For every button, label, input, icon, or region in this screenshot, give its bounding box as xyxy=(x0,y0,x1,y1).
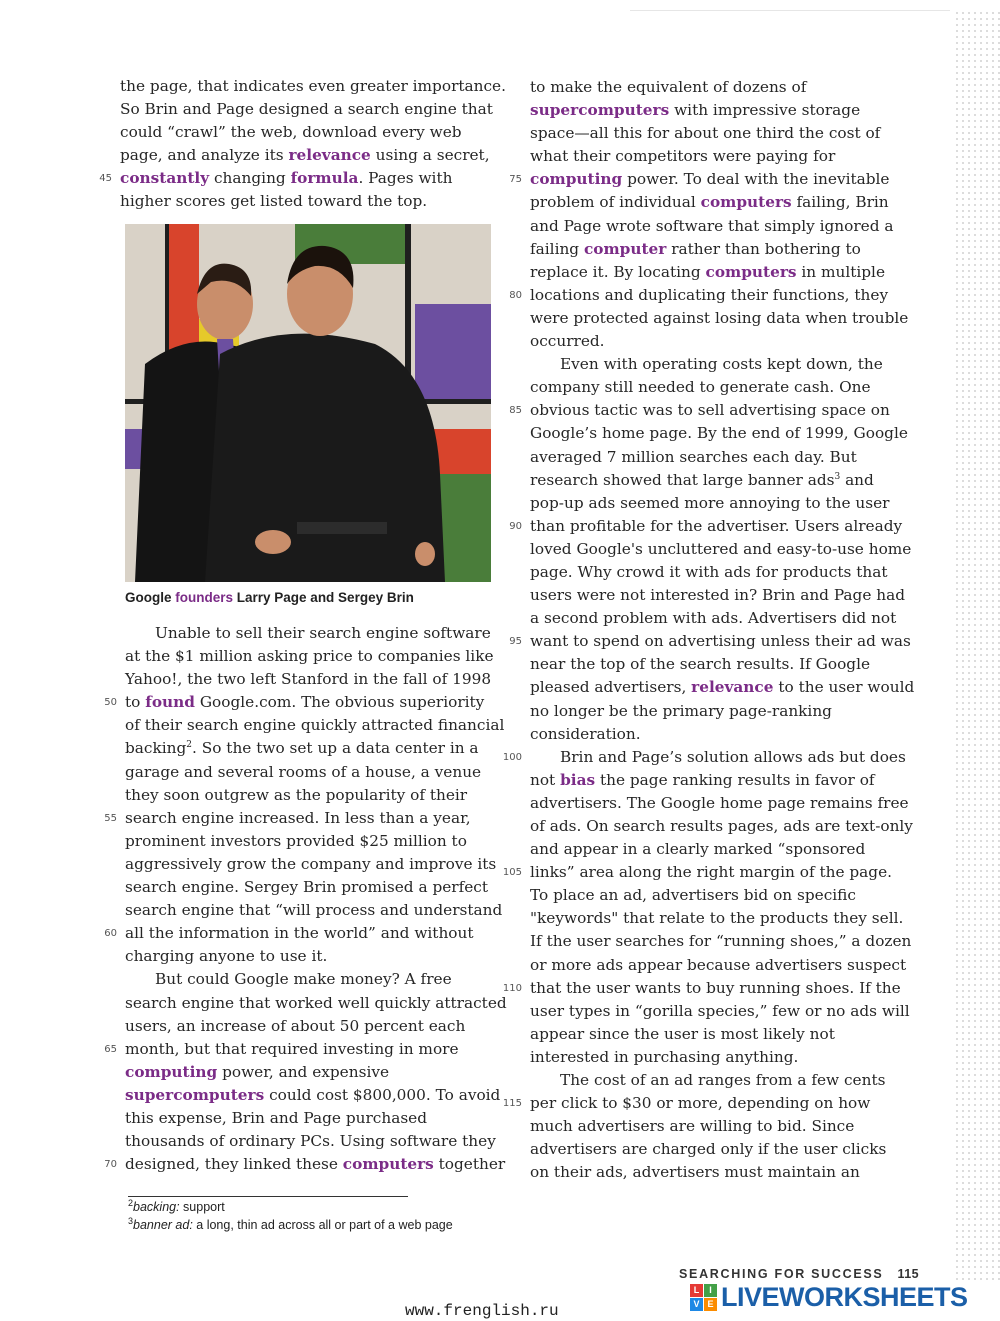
text-segment: locations and duplicating their functions, they xyxy=(530,285,889,304)
text-line xyxy=(125,622,505,645)
text-segment: charging anyone to use it. xyxy=(125,947,328,966)
line-number: 100 xyxy=(502,751,522,763)
text-segment: than profitable for the advertiser. Users already xyxy=(530,516,903,535)
photo-caption: Google founders Larry Page and Sergey Brin xyxy=(125,590,414,605)
text-line xyxy=(120,75,506,98)
text-segment: of ads. On search results pages, ads are text-only xyxy=(530,817,913,835)
text-line xyxy=(530,884,920,907)
liveworksheets-wordmark: LIVEWORKSHEETS xyxy=(721,1282,968,1312)
line-number: 105 xyxy=(502,867,522,879)
text-segment: prominent investors provided $25 million to xyxy=(125,831,467,850)
vocabulary-keyword[interactable]: computing xyxy=(530,170,623,189)
text-line xyxy=(530,1023,920,1046)
line-number: 115 xyxy=(502,1098,522,1110)
line-number: 90 xyxy=(509,520,522,532)
text-segment: not xyxy=(530,770,561,789)
liveworksheets-logo[interactable] xyxy=(690,1282,968,1313)
text-line xyxy=(125,784,505,807)
text-segment: no longer be the primary page-ranking xyxy=(530,701,832,720)
text-segment: using a secret, xyxy=(370,146,490,165)
text-line xyxy=(530,238,920,261)
text-segment: and appear in a clearly marked “sponsored xyxy=(530,840,866,859)
text-segment: much advertisers are willing to bid. Since xyxy=(530,1117,855,1136)
footnote-definition: a long, thin ad across all or part of a web page xyxy=(192,1218,453,1232)
text-line xyxy=(509,515,920,538)
text-segment: page. Why crowd it with ads for products that xyxy=(530,562,888,581)
text-segment: to make the equivalent of dozens of xyxy=(530,78,807,96)
text-segment: replace it. By locating xyxy=(530,262,706,281)
text-line xyxy=(530,1069,920,1092)
line-number: 60 xyxy=(104,928,117,940)
text-segment: page, and analyze its xyxy=(120,146,289,165)
text-line xyxy=(502,861,920,884)
text-segment: garage and several rooms of a house, a venue xyxy=(125,762,482,781)
text-segment: links” area along the right margin of the page. xyxy=(530,863,893,882)
vocabulary-keyword[interactable]: supercomputers xyxy=(125,1085,265,1104)
text-segment: problem of individual xyxy=(530,193,701,212)
running-head-title: SEARCHING FOR SUCCESS xyxy=(679,1267,884,1281)
top-edge-line xyxy=(630,10,950,11)
line-number: 95 xyxy=(509,636,522,648)
text-segment: users, an increase of about 50 percent each xyxy=(125,1016,466,1035)
text-line xyxy=(502,1092,920,1115)
footnote xyxy=(128,1198,453,1216)
text-line xyxy=(530,446,920,469)
text-line xyxy=(530,561,920,584)
text-line xyxy=(104,1153,506,1176)
text-line xyxy=(125,1107,505,1130)
right-column xyxy=(502,76,920,1185)
vocabulary-keyword[interactable]: found xyxy=(145,693,195,712)
vocabulary-keyword[interactable]: constantly xyxy=(120,169,210,188)
line-number: 50 xyxy=(104,697,117,709)
text-segment: with impressive storage xyxy=(669,101,861,120)
footnote-marker: 2 xyxy=(186,740,193,751)
text-line xyxy=(125,968,505,991)
text-segment: Unable to sell their search engine software xyxy=(155,624,491,642)
text-segment: Google.com. The obvious superiority xyxy=(194,693,485,712)
logo-letter-e: E xyxy=(704,1298,717,1311)
text-segment: . So the two set up a data center in a xyxy=(192,739,479,758)
text-segment: Yahoo!, the two left Stanford in the fall of 1998 xyxy=(125,670,492,689)
line-number: 75 xyxy=(509,174,522,186)
text-segment: Even with operating costs kept down, the xyxy=(560,355,883,374)
text-line xyxy=(530,99,920,122)
text-line xyxy=(120,144,500,167)
text-segment: loved Google's uncluttered and easy-to-use home xyxy=(530,539,912,558)
text-line xyxy=(125,1061,505,1084)
text-line xyxy=(530,607,920,630)
vocabulary-keyword[interactable]: formula xyxy=(290,169,359,188)
vocabulary-keyword[interactable]: computing xyxy=(125,1062,218,1081)
text-line xyxy=(530,907,920,930)
text-line xyxy=(104,807,505,830)
text-segment: together xyxy=(433,1155,506,1174)
line-number: 65 xyxy=(104,1043,117,1055)
text-segment: or more ads appear because advertisers suspect xyxy=(530,955,907,974)
text-segment: averaged 7 million searches each day. But xyxy=(530,447,857,466)
text-segment: obvious tactic was to sell advertising space on xyxy=(530,401,890,420)
founders-photo xyxy=(125,224,491,582)
footnote-term: banner ad: xyxy=(133,1218,193,1232)
text-segment: the page ranking results in favor of xyxy=(595,770,875,789)
text-line xyxy=(125,830,505,853)
text-segment: this expense, Brin and Page purchased xyxy=(125,1108,428,1127)
text-segment: rather than bothering to xyxy=(666,239,861,258)
founders-photo-image xyxy=(125,224,491,582)
text-segment: and Page wrote software that simply ignored a xyxy=(530,216,894,235)
text-segment: a second problem with ads. Advertisers did not xyxy=(530,609,897,628)
line-number: 110 xyxy=(502,982,522,994)
page-edge-pattern xyxy=(954,10,1000,1280)
text-line xyxy=(530,191,920,214)
text-segment: To place an ad, advertisers bid on specific xyxy=(530,886,856,905)
text-segment: consideration. xyxy=(530,724,641,743)
text-line xyxy=(104,922,505,945)
text-segment: near the top of the search results. If Google xyxy=(530,655,871,674)
text-line xyxy=(104,691,505,714)
text-line xyxy=(530,538,920,561)
text-line xyxy=(509,168,920,191)
footnote-number: 2 xyxy=(128,1197,134,1208)
text-line xyxy=(509,630,920,653)
text-segment: search engine that “will process and understand xyxy=(125,901,503,920)
logo-letter-i: I xyxy=(704,1284,717,1297)
text-line xyxy=(530,815,920,838)
text-line xyxy=(530,1000,920,1023)
logo-letter-l: L xyxy=(690,1284,703,1297)
caption-keyword[interactable]: founders xyxy=(175,590,234,605)
text-line xyxy=(502,746,920,769)
text-line xyxy=(530,1046,920,1069)
text-segment: occurred. xyxy=(530,332,605,351)
text-segment: failing, Brin xyxy=(791,193,889,212)
text-line xyxy=(125,1015,505,1038)
text-segment: The cost of an ad ranges from a few cents xyxy=(560,1071,886,1090)
text-line xyxy=(530,1161,920,1184)
vocabulary-keyword[interactable]: relevance xyxy=(288,146,371,165)
text-segment: at the $1 million asking price to companies like xyxy=(125,647,494,666)
vocabulary-keyword[interactable]: computers xyxy=(700,193,792,212)
text-segment: to xyxy=(125,693,146,712)
text-segment: to the user would xyxy=(773,678,915,697)
text-line xyxy=(125,737,505,760)
text-segment: Brin and Page’s solution allows ads but does xyxy=(560,747,906,766)
text-segment: search engine. Sergey Brin promised a perfect xyxy=(125,878,489,897)
left-column-bottom xyxy=(104,622,507,1176)
vocabulary-keyword[interactable]: computers xyxy=(705,262,797,281)
text-segment: all the information in the world” and without xyxy=(125,924,474,943)
text-line xyxy=(125,876,505,899)
text-line xyxy=(99,167,500,190)
text-line xyxy=(502,977,920,1000)
text-line xyxy=(125,761,505,784)
liveworksheets-logo-icon xyxy=(690,1284,717,1311)
text-line xyxy=(530,261,920,284)
text-line xyxy=(530,330,920,353)
text-line xyxy=(530,469,920,492)
vocabulary-keyword[interactable]: relevance xyxy=(691,678,774,697)
text-line xyxy=(530,838,920,861)
text-segment: pop-up ads seemed more annoying to the user xyxy=(530,493,890,512)
text-segment: interested in purchasing anything. xyxy=(530,1047,799,1066)
text-segment: they soon outgrew as the popularity of their xyxy=(125,785,468,804)
text-line xyxy=(104,1038,505,1061)
text-line xyxy=(509,399,920,422)
text-segment: search engine that worked well quickly attracted xyxy=(125,993,507,1012)
text-segment: of their search engine quickly attracted financial xyxy=(125,716,505,735)
text-segment: month, but that required investing in more xyxy=(125,1039,459,1058)
text-line xyxy=(530,307,920,330)
text-segment: that the user wants to buy running shoes. If the xyxy=(530,978,901,997)
text-segment: want to spend on advertising unless their ad was xyxy=(530,632,911,651)
line-number: 55 xyxy=(104,812,117,824)
footnote xyxy=(128,1216,453,1234)
text-segment: could “crawl” the web, download every web xyxy=(120,123,462,142)
text-line xyxy=(530,492,920,515)
text-line xyxy=(530,584,920,607)
text-line xyxy=(125,899,505,922)
footnote-divider xyxy=(128,1196,408,1197)
text-line xyxy=(530,930,920,953)
footnote-definition: support xyxy=(179,1200,225,1214)
text-line xyxy=(120,98,500,121)
text-segment: changing xyxy=(209,169,291,188)
text-segment: power, and expensive xyxy=(217,1062,390,1081)
text-segment: research showed that large banner ads xyxy=(530,470,835,489)
text-line xyxy=(530,353,920,376)
text-segment: and xyxy=(840,470,874,489)
text-line xyxy=(120,190,500,213)
text-segment: search engine increased. In less than a year, xyxy=(125,808,471,827)
text-line xyxy=(530,723,920,746)
text-line xyxy=(530,792,920,815)
text-segment: could cost $800,000. To avoid xyxy=(264,1085,501,1104)
text-segment: . Pages with xyxy=(358,169,453,188)
footnotes xyxy=(128,1198,453,1234)
text-segment: power. To deal with the inevitable xyxy=(622,170,890,189)
text-segment: But could Google make money? A free xyxy=(155,970,452,989)
text-segment: designed, they linked these xyxy=(125,1155,343,1174)
text-segment: what their competitors were paying for xyxy=(530,147,836,166)
text-line xyxy=(530,653,920,676)
line-number: 45 xyxy=(99,173,112,185)
text-line xyxy=(530,700,920,723)
vocabulary-keyword[interactable]: computers xyxy=(342,1155,434,1174)
text-line xyxy=(125,714,505,737)
line-number: 70 xyxy=(104,1159,117,1171)
line-number: 80 xyxy=(509,289,522,301)
text-line xyxy=(530,676,920,699)
text-segment: were protected against losing data when trouble xyxy=(530,308,909,327)
text-segment: user types in “gorilla species,” few or no ads will xyxy=(530,1001,910,1020)
text-segment: users were not interested in? Brin and Page had xyxy=(530,586,906,605)
text-segment: in multiple xyxy=(796,262,885,281)
text-segment: per click to $30 or more, depending on how xyxy=(530,1094,871,1113)
text-segment: company still needed to generate cash. One xyxy=(530,378,871,397)
website-url[interactable]: www.frenglish.ru xyxy=(405,1302,559,1320)
text-segment: the page, that indicates even greater importance. xyxy=(120,77,506,95)
text-line xyxy=(530,1138,920,1161)
text-segment: space—all this for about one third the cost of xyxy=(530,124,881,143)
text-line xyxy=(530,1115,920,1138)
text-line xyxy=(530,145,920,168)
text-segment: failing xyxy=(530,239,584,258)
vocabulary-keyword[interactable]: supercomputers xyxy=(530,101,670,120)
text-line xyxy=(530,954,920,977)
text-line xyxy=(125,1130,505,1153)
text-line xyxy=(125,1084,505,1107)
footnote-number: 3 xyxy=(128,1215,134,1226)
text-segment: backing xyxy=(125,739,187,758)
text-segment: pleased advertisers, xyxy=(530,678,692,697)
page-number: 115 xyxy=(897,1267,920,1281)
text-segment: Google’s home page. By the end of 1999, Google xyxy=(530,424,908,443)
text-segment: "keywords" that relate to the products they sell. xyxy=(530,909,904,928)
text-line xyxy=(125,853,505,876)
text-line xyxy=(530,376,920,399)
text-segment: advertisers are charged only if the user clicks xyxy=(530,1140,887,1159)
footnote-marker: 3 xyxy=(834,471,841,482)
text-line xyxy=(530,122,920,145)
text-segment: advertisers. The Google home page remains free xyxy=(530,793,909,812)
text-line xyxy=(125,992,505,1015)
text-line xyxy=(530,422,920,445)
logo-letter-v: V xyxy=(690,1298,703,1311)
text-segment: appear since the user is most likely not xyxy=(530,1024,835,1043)
running-head xyxy=(679,1267,919,1281)
vocabulary-keyword[interactable]: computer xyxy=(583,239,667,258)
text-line xyxy=(125,645,505,668)
text-line xyxy=(125,945,505,968)
text-segment: If the user searches for “running shoes,” a dozen xyxy=(530,932,912,951)
text-line xyxy=(530,215,920,238)
text-line xyxy=(120,121,500,144)
text-segment: on their ads, advertisers must maintain an xyxy=(530,1163,860,1182)
text-line xyxy=(530,769,920,792)
footnote-term: backing: xyxy=(133,1200,180,1214)
text-segment: aggressively grow the company and improve its xyxy=(125,854,497,873)
text-segment: thousands of ordinary PCs. Using software they xyxy=(125,1132,496,1151)
left-column-top xyxy=(99,75,506,214)
text-segment: So Brin and Page designed a search engine that xyxy=(120,100,493,119)
vocabulary-keyword[interactable]: bias xyxy=(560,770,596,789)
text-segment: higher scores get listed toward the top. xyxy=(120,192,428,211)
text-line xyxy=(530,76,920,99)
text-line xyxy=(509,284,920,307)
text-line xyxy=(125,668,505,691)
line-number: 85 xyxy=(509,405,522,417)
